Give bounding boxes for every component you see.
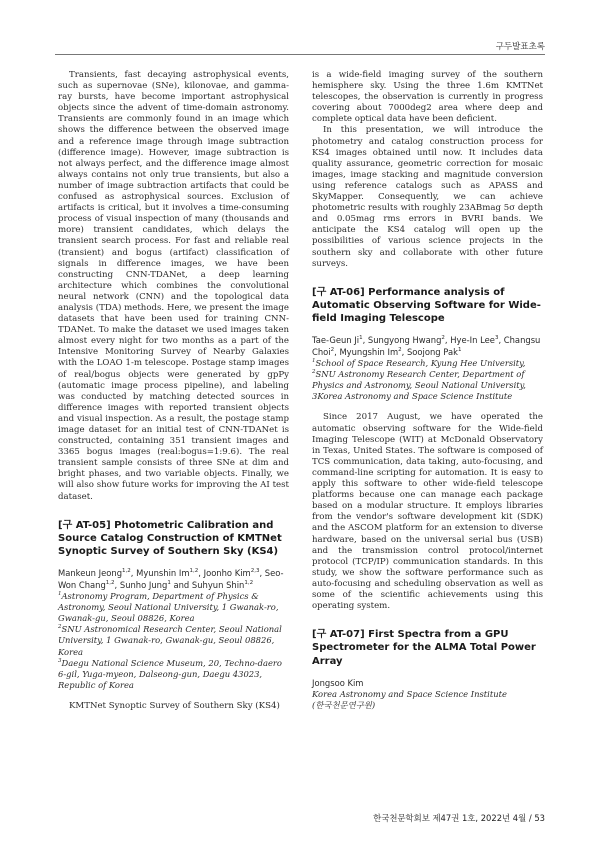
author-name: Hye-In Lee xyxy=(450,335,495,346)
at05-abstract-start: KMTNet Synoptic Survey of Southern Sky (KS4) xyxy=(69,700,280,711)
at06-affiliations xyxy=(312,358,543,402)
author-name: Mankeun Jeong xyxy=(58,568,123,579)
author-name: Joonho Kim xyxy=(203,568,251,579)
at05-authors: Mankeun Jeong$^{1,2}$, Myunshin Im$^{1,2}$, Joonho Kim$^{2,3}$, Seo-Won Chang$^{1,2}$, Sunho Jung$^1$ and Suhyun Shin$^{1,2}$ xyxy=(58,568,284,590)
at05-title: [구 AT-05] Photometric Calibration and Source Catalog Construction of KMTNet Synoptic Survey of Southern Sky (KS4) xyxy=(58,519,282,558)
affiliation: $^2$SNU Astronomical Research Center, Seoul National University, 1 Gwanak-ro, Gwanak-gu, Seoul 08826, Korea xyxy=(58,624,282,657)
at06-authors: Tae-Geun Ji$^1$, Sungyong Hwang$^2$, Hye-In Lee$^3$, Changsu Choi$^2$, Myungshin Im$^2$, Soojong Pak$^1$ xyxy=(312,335,541,357)
header-divider xyxy=(55,54,545,55)
affiliation: $^1$School of Space Research, Kyung Hee University, xyxy=(312,358,526,369)
at05-affiliations xyxy=(58,591,289,691)
author-name: Changsu Choi xyxy=(312,335,541,357)
page-footer: 한국천문학회보 제47권 1호, 2022년 4월 / 53 xyxy=(373,813,545,823)
at05-abstract-para2: In this presentation, we will introduce the photometry and catalog construction process for KS4 images obtained until now. It includes data quality assurance, geometric correction for mosaic images, image stacking and magnitude conversion using reference catalogs such as APASS and SkyMapper. Consequently, we can achieve photometric results with roughly 23ABmag 5σ depth and 0.05mag rms errors in BVRI bands. We anticipate the KS4 catalog will open up the possibilities of various science projects in the southern sky and collaborate with other future surveys. xyxy=(312,125,543,269)
affiliation: $^1$Astronomy Program, Department of Physics & Astronomy, Seoul National University, 1 Gwanak-ro, Gwanak-gu, Seoul 08826, Korea xyxy=(58,591,279,624)
affiliation: 3Korea Astronomy and Space Science Institute xyxy=(312,391,513,402)
affiliation-korean: (한국천문연구원) xyxy=(312,700,376,711)
left-column xyxy=(58,70,289,712)
affiliation: $^2$SNU Astronomy Research Center, Department of Physics and Astronomy, Seoul National University, xyxy=(312,369,526,391)
at06-title: [구 AT-06] Performance analysis of Automatic Observing Software for Wide-field Imaging Telescope xyxy=(312,286,541,325)
author-name: Sunho Jung xyxy=(119,579,168,590)
author-name: Sungyong Hwang xyxy=(367,335,442,346)
author-name: Myunshin Im xyxy=(136,568,190,579)
at05-abstract-continued: is a wide-field imaging survey of the southern hemisphere sky. Using the three 1.6m KMTNet telescopes, the observation is currently in progress covering about 7000deg2 area where deep and complete optical data have been deficient. xyxy=(312,70,543,125)
at04-abstract-body: Transients, fast decaying astrophysical events, such as supernovae (SNe), kilonovae, and gamma-ray bursts, have become important astrophysical objects since the advent of time-domain astronomy. Transients are commonly found in an image which shows the difference between the observed image and a reference image through image subtraction (difference image). However, image subtraction is not always perfect, and the difference image almost always contains not only true transients, but also a number of image subtraction artifacts that could be confused as astrophysical sources. Exclusion of artifacts is critical, but it involves a time-consuming process of visual inspection of many (thousands and more) transient candidates, which delays the transient search process. For fast and reliable real (transient) and bogus (artifact) classification of signals in difference images, we have been constructing CNN-TDANet, a deep learning architecture which combines the convolutional neural network (CNN) and the topological data analysis (TDA) methods. Here, we present the image datasets that have been used for training CNN-TDANet. To make the dataset we used images taken almost every night for two months as a part of the Intensive Monitoring Survey of Nearby Galaxies with the LOAO 1-m telescope. Postage stamp images of real/bogus objects were generated by gpPy (automatic image process pipeline), and labeling was conducted by matching detected sources in difference images with reported transient objects and visual inspection. As a result, the postage stamp image dataset for an initial test of CNN-TDANet is constructed, containing 351 transient images and 3365 bogus images (real:bogus=1:9.6). The real transient sample consists of three SNe at dim and bright phases, and two variable objects. Finally, we will also show future works for improving the AI test dataset. xyxy=(58,70,289,502)
author-name: Tae-Geun Ji xyxy=(312,335,360,346)
right-column xyxy=(312,70,543,711)
at07-author: Jongsoo Kim xyxy=(312,677,364,688)
at07-affiliation xyxy=(312,689,543,711)
section-header-label: 구두발표초록 xyxy=(495,42,545,52)
affiliation: $^3$Daegu National Science Museum, 20, Techno-daero 6-gil, Yuga-myeon, Dalseong-gun, Daegu 43023, Republic of Korea xyxy=(58,657,282,690)
at07-title: [구 AT-07] First Spectra from a GPU Spectrometer for the ALMA Total Power Array xyxy=(312,629,536,667)
author-name: Seo-Won Chang xyxy=(58,568,284,590)
affiliation: Korea Astronomy and Space Science Institute xyxy=(312,689,507,700)
at06-abstract-body: Since 2017 August, we have operated the automatic observing software for the Wide-field Imaging Telescope (WIT) at McDonald Observatory in Texas, United States. The software is composed of TCS communication, data taking, auto-focusing, and command-line scripting for automation. It is easy to apply this software to other wide-field telescope platforms because one can manage each package based on a modular structure. It employs libraries from the vendor's software development kit (SDK) and the ASCOM platform for an extension to diverse hardware, based on the universal serial bus (USB) and the transmission control protocol/internet protocol (TCP/IP) communication standards. In this study, we show the software performance such as auto-focusing and scheduling observation as well as some of the scientific achievements using this operating system. xyxy=(312,412,543,612)
author-name: Soojong Pak xyxy=(406,346,458,357)
author-name: Suhyun Shin xyxy=(191,579,245,590)
author-name: Myungshin Im xyxy=(339,346,399,357)
